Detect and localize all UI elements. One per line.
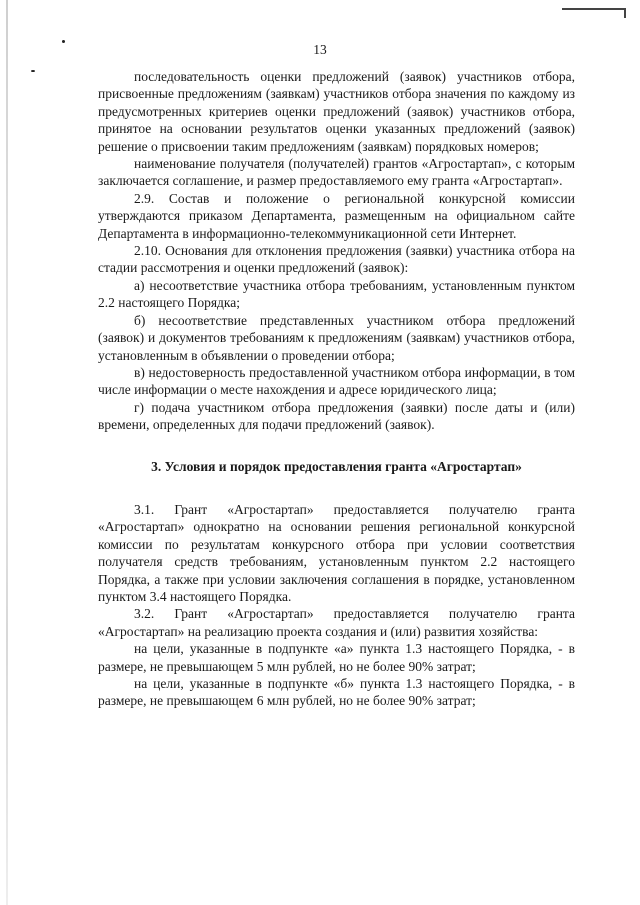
paragraph: 2.9. Состав и положение о региональной конкурсной комиссии утверждаются приказом Департамента, размещенным на официальном сайте Департамента в информационно-телекоммуникационной сети Интернет. <box>98 190 575 241</box>
paragraph: наименование получателя (получателей) грантов «Агростартап», с которым заключается соглашение, и размер предоставляемого ему гранта «Агростартап». <box>98 156 575 189</box>
paragraph: 3.2. Грант «Агростартап» предоставляется получателю гранта «Агростартап» на реализацию проекта создания и (или) развития хозяйства: <box>98 606 575 639</box>
page-number: 13 <box>313 42 327 57</box>
section-heading: 3. Условия и порядок предоставления гранта «Агростартап» <box>151 458 522 474</box>
paragraph: на цели, указанные в подпункте «а» пункта 1.3 настоящего Порядка, - в размере, не превышающем 5 млн рублей, но не более 90% затрат; <box>98 641 575 674</box>
paragraph: б) несоответствие представленных участником отбора предложений (заявок) и документов требованиям к предложениям (заявкам) участников отбора, установленным в объявлении о проведении отбора; <box>98 312 575 363</box>
scan-edge <box>6 0 8 905</box>
paragraph: а) несоответствие участника отбора требованиям, установленным пунктом 2.2 настоящего Порядка; <box>98 277 575 311</box>
paragraph: г) подача участником отбора предложения (заявки) после даты и (или) времени, определенных для подачи предложений (заявок). <box>98 399 575 433</box>
paragraph: в) недостоверность предоставленной участником отбора информации, в том числе информации о месте нахождения и адресе юридического лица; <box>98 364 575 398</box>
paragraph: последовательность оценки предложений (заявок) участников отбора, присвоенные предложениям (заявкам) участников отбора значения по каждому из предусмотренных критериев оценки предложений (заявок) участников отбора, принятое на основании результатов оценки указанных предложений (заявок) решение о присвоении таким предложениям (заявкам) порядковых номеров; <box>98 69 575 154</box>
paragraph: 2.10. Основания для отклонения предложения (заявки) участника отбора на стадии рассмотрения и оценки предложений (заявок): <box>98 243 575 276</box>
document-body <box>98 68 575 710</box>
scan-speck <box>31 70 35 72</box>
paragraph: на цели, указанные в подпункте «б» пункта 1.3 настоящего Порядка, - в размере, не превышающем 6 млн рублей, но не более 90% затрат; <box>98 676 575 709</box>
paragraph: 3.1. Грант «Агростартап» предоставляется получателю гранта «Агростартап» однократно на основании решения региональной конкурсной комиссии по результатам конкурсного отбора при условии соответствия получателя средств требованиям, установленным пунктом 2.2 настоящего Порядка, а также при условии заключения соглашения в порядке, установленном пунктом 3.4 настоящего Порядка. <box>98 501 575 604</box>
corner-mark <box>562 8 626 10</box>
